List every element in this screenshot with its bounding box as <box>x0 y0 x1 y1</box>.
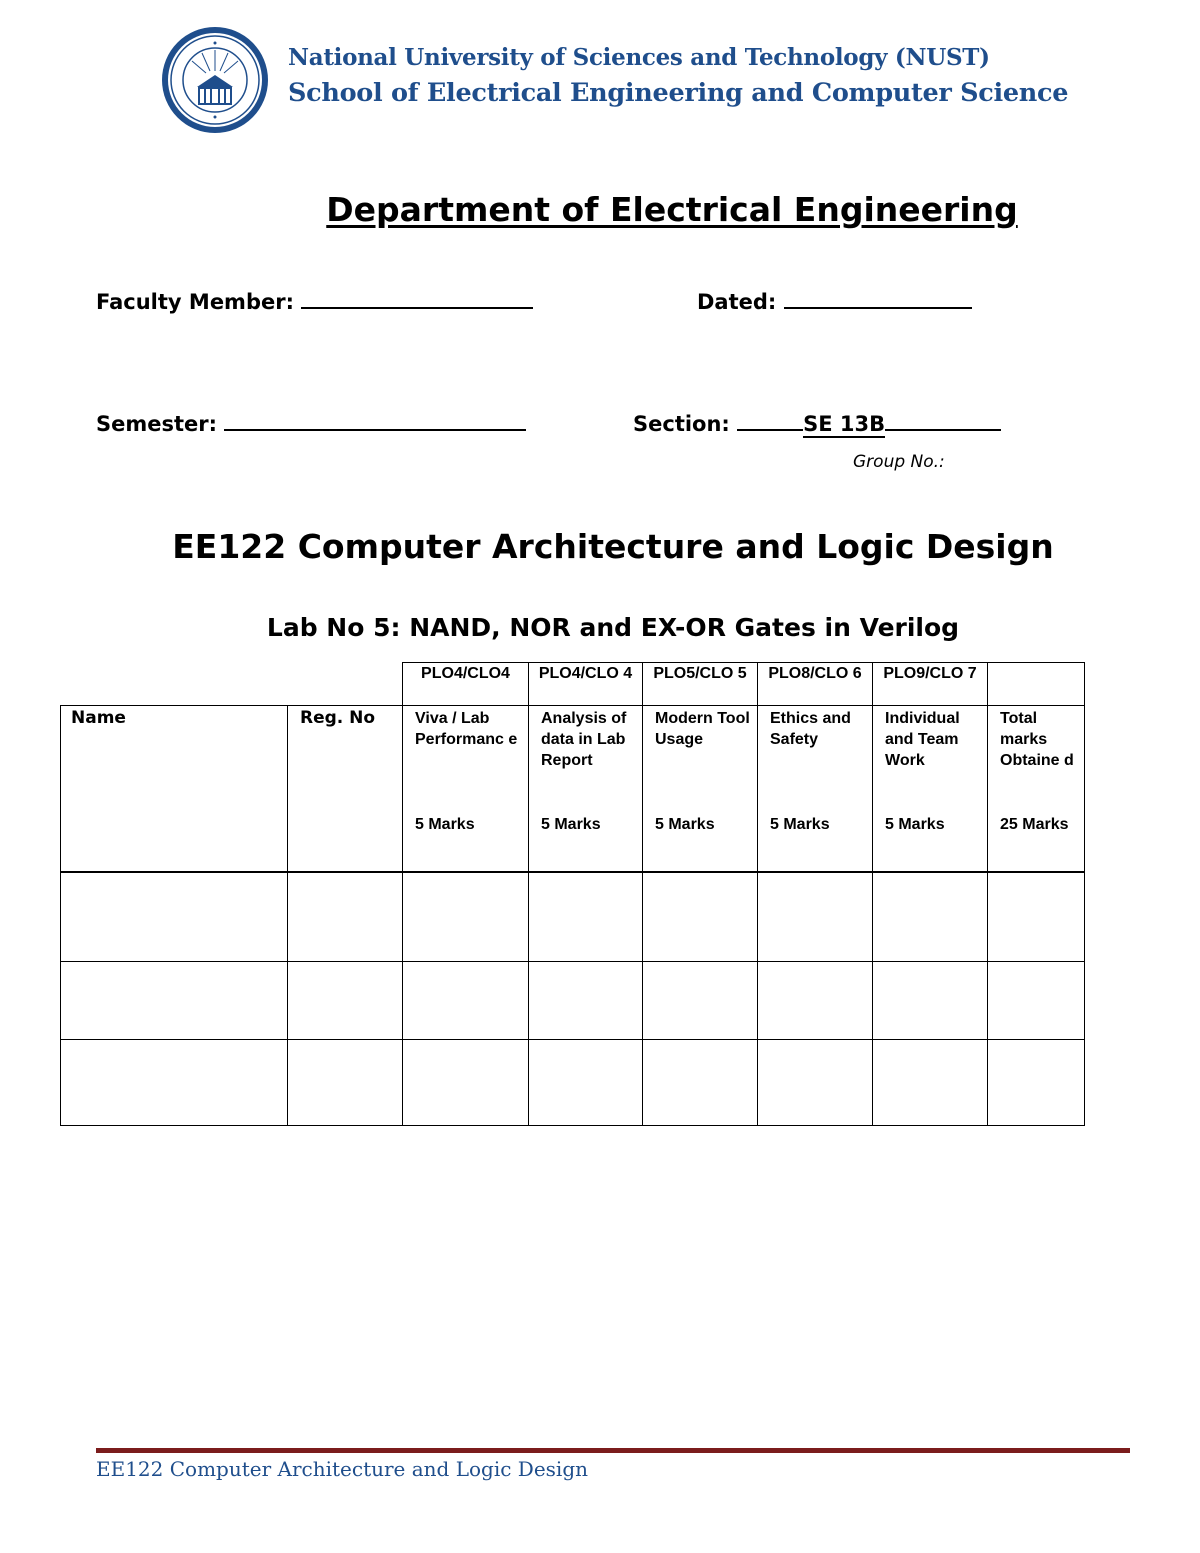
reg-no-cell[interactable] <box>288 872 403 962</box>
marks-cell[interactable] <box>873 1040 988 1126</box>
criteria-header <box>873 706 988 872</box>
student-name-cell[interactable] <box>61 872 288 962</box>
criteria-marks: 5 Marks <box>885 816 945 833</box>
table-row <box>61 872 1085 962</box>
criteria-label: Individual and Team Work <box>885 710 960 769</box>
total-cell[interactable] <box>988 962 1085 1040</box>
marks-table <box>60 662 1085 1126</box>
marks-cell[interactable] <box>529 962 643 1040</box>
plo-header-row <box>61 663 1085 706</box>
criteria-marks: 25 Marks <box>1000 816 1069 833</box>
reg-no-header: Reg. No <box>288 706 403 872</box>
group-number-label: Group No.: <box>853 452 945 472</box>
marks-cell[interactable] <box>873 872 988 962</box>
criteria-header <box>643 706 758 872</box>
university-name: National University of Sciences and Technology (NUST) <box>288 44 990 71</box>
marks-cell[interactable] <box>529 872 643 962</box>
reg-no-cell[interactable] <box>288 1040 403 1126</box>
plo-header: PLO8/CLO 6 <box>758 663 873 706</box>
marks-cell[interactable] <box>873 962 988 1040</box>
criteria-header <box>988 706 1085 872</box>
section-field <box>633 411 1001 436</box>
marks-cell[interactable] <box>403 1040 529 1126</box>
section-blank-before <box>737 411 803 431</box>
criteria-label: Modern Tool Usage <box>655 710 750 748</box>
marks-cell[interactable] <box>403 962 529 1040</box>
criteria-label: Viva / Lab Performanc e <box>415 710 518 748</box>
criteria-header <box>758 706 873 872</box>
department-title: Department of Electrical Engineering <box>326 190 1018 229</box>
dated-blank[interactable] <box>784 289 972 309</box>
blank-cell <box>288 663 403 706</box>
total-cell[interactable] <box>988 872 1085 962</box>
marks-cell[interactable] <box>529 1040 643 1126</box>
semester-field <box>96 411 526 436</box>
marks-cell[interactable] <box>643 872 758 962</box>
table-row <box>61 962 1085 1040</box>
marks-cell[interactable] <box>758 872 873 962</box>
name-header: Name <box>61 706 288 872</box>
criteria-header <box>529 706 643 872</box>
dated-field <box>697 289 972 314</box>
marks-cell[interactable] <box>643 962 758 1040</box>
faculty-member-blank[interactable] <box>301 289 533 309</box>
reg-no-cell[interactable] <box>288 962 403 1040</box>
faculty-member-field <box>96 289 533 314</box>
plo-header: PLO5/CLO 5 <box>643 663 758 706</box>
lab-title: Lab No 5: NAND, NOR and EX-OR Gates in Verilog <box>266 613 960 642</box>
blank-cell <box>61 663 288 706</box>
plo-header <box>988 663 1085 706</box>
total-cell[interactable] <box>988 1040 1085 1126</box>
plo-header: PLO9/CLO 7 <box>873 663 988 706</box>
table-row <box>61 1040 1085 1126</box>
criteria-marks: 5 Marks <box>541 816 601 833</box>
nust-seal-icon <box>160 25 270 135</box>
plo-header: PLO4/CLO 4 <box>529 663 643 706</box>
criteria-header-row <box>61 706 1085 872</box>
semester-label: Semester: <box>96 412 218 436</box>
footer-text: EE122 Computer Architecture and Logic Design <box>96 1457 589 1481</box>
marks-cell[interactable] <box>758 962 873 1040</box>
section-value[interactable]: SE 13B <box>803 412 886 436</box>
marks-cell[interactable] <box>643 1040 758 1126</box>
marks-cell[interactable] <box>403 872 529 962</box>
criteria-marks: 5 Marks <box>770 816 830 833</box>
dated-label: Dated: <box>697 290 777 314</box>
course-title: EE122 Computer Architecture and Logic Design <box>172 527 1054 566</box>
school-name: School of Electrical Engineering and Computer Science <box>288 78 1069 108</box>
section-label: Section: <box>633 412 730 436</box>
criteria-label: Total marks Obtaine d <box>1000 710 1074 769</box>
student-name-cell[interactable] <box>61 1040 288 1126</box>
section-blank-after <box>885 411 1001 431</box>
criteria-label: Analysis of data in Lab Report <box>541 710 627 769</box>
criteria-label: Ethics and Safety <box>770 710 851 748</box>
criteria-marks: 5 Marks <box>415 816 475 833</box>
faculty-member-label: Faculty Member: <box>96 290 294 314</box>
footer-rule <box>96 1448 1130 1453</box>
marks-cell[interactable] <box>758 1040 873 1126</box>
criteria-header <box>403 706 529 872</box>
plo-header: PLO4/CLO4 <box>403 663 529 706</box>
semester-blank[interactable] <box>224 411 526 431</box>
criteria-marks: 5 Marks <box>655 816 715 833</box>
student-name-cell[interactable] <box>61 962 288 1040</box>
